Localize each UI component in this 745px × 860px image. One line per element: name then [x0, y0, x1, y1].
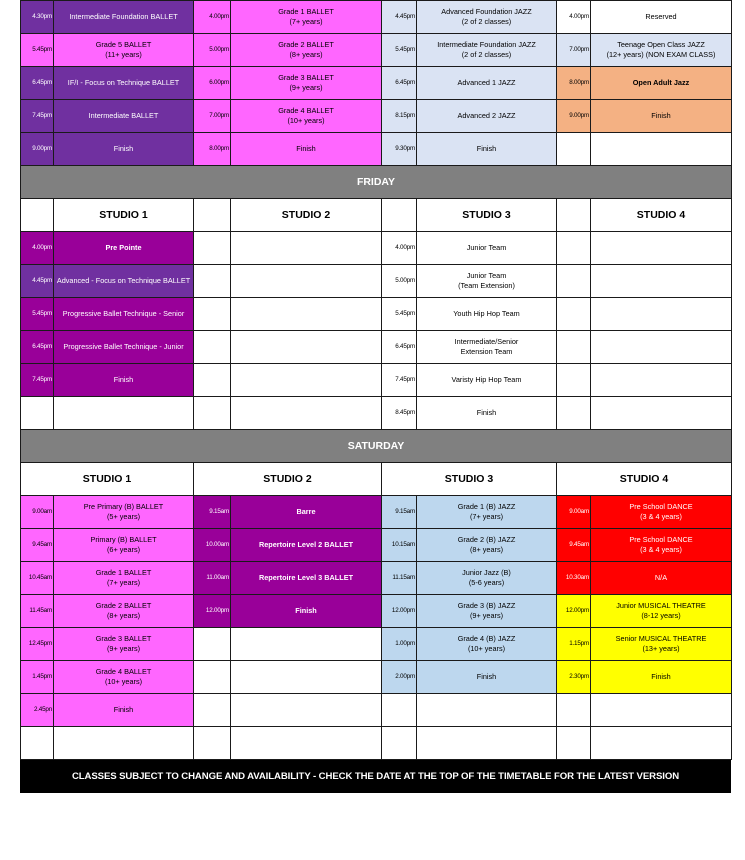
class-cell — [231, 133, 382, 166]
class-name: N/A — [654, 573, 668, 582]
time-cell: 7.00pm — [557, 34, 591, 67]
class-cell — [591, 34, 732, 67]
time-cell — [194, 397, 231, 430]
timetable-sheet — [20, 0, 731, 793]
class-cell — [417, 331, 557, 364]
class-name: Barre — [296, 507, 316, 516]
class-cell — [54, 661, 194, 694]
class-name: Grade 3 (B) JAZZ — [457, 601, 516, 610]
class-name: Progressive Ballet Technique - Junior — [63, 342, 184, 351]
class-name: Finish — [476, 672, 497, 681]
time-cell: 7.45pm — [382, 364, 417, 397]
time-cell: 5.45pm — [382, 34, 417, 67]
studio-header-row — [21, 199, 732, 232]
time-cell: 2.45pn — [21, 694, 54, 727]
time-cell: 9.15am — [382, 496, 417, 529]
class-name: Advanced 2 JAZZ — [457, 111, 516, 120]
studio-3-header: STUDIO 3 — [382, 463, 557, 496]
studio-4-header: STUDIO 4 — [591, 199, 732, 232]
timetable-row — [21, 727, 732, 760]
class-cell — [417, 397, 557, 430]
class-name: Open Adult Jazz — [632, 78, 690, 87]
time-cell: 8.00pm — [557, 67, 591, 100]
class-detail: (10+ years) — [104, 677, 143, 686]
class-name: Grade 3 BALLET — [278, 73, 334, 82]
timetable-row — [21, 628, 732, 661]
class-name: Pre School DANCE — [629, 502, 693, 511]
class-name: Finish — [651, 672, 671, 681]
friday-rows — [21, 232, 732, 430]
class-cell — [54, 529, 194, 562]
class-cell — [417, 133, 557, 166]
time-cell: 1.15pm — [557, 628, 591, 661]
class-name: Intermediate BALLET — [88, 111, 159, 120]
class-cell — [231, 694, 382, 727]
class-cell — [417, 694, 557, 727]
class-name: Repertoire Level 3 BALLET — [258, 573, 354, 582]
time-cell — [194, 232, 231, 265]
timetable-row — [21, 232, 732, 265]
studio-4-header: STUDIO 4 — [557, 463, 732, 496]
timetable-row — [21, 562, 732, 595]
time-cell: 12.45pm — [21, 628, 54, 661]
class-name: Intermediate Foundation JAZZ — [437, 40, 536, 49]
class-detail: (8+ years) — [469, 545, 504, 554]
time-cell: 12.00pm — [194, 595, 231, 628]
timetable-row — [21, 694, 732, 727]
class-name: Senior MUSICAL THEATRE — [615, 634, 707, 643]
class-cell — [54, 298, 194, 331]
class-detail: (9+ years) — [289, 83, 323, 92]
class-name: Grade 2 (B) JAZZ — [457, 535, 516, 544]
class-detail: (9+ years) — [469, 611, 504, 620]
class-detail: (Team Extension) — [458, 281, 515, 290]
time-cell: 4.00pm — [557, 1, 591, 34]
timetable-row — [21, 67, 732, 100]
class-cell — [231, 628, 382, 661]
blank-cell — [382, 199, 417, 232]
time-cell — [557, 694, 591, 727]
class-detail: Extension Team — [460, 347, 513, 356]
class-name: Youth Hip Hop Team — [453, 309, 520, 318]
class-cell — [591, 265, 732, 298]
class-name: Grade 1 BALLET — [278, 7, 334, 16]
time-cell: 9.00am — [557, 496, 591, 529]
day-title: FRIDAY — [21, 166, 732, 199]
saturday-rows — [21, 496, 732, 760]
class-name: Teenage Open Class JAZZ — [617, 40, 705, 49]
class-name: Intermediate/Senior — [454, 337, 519, 346]
class-cell — [591, 331, 732, 364]
class-cell — [231, 67, 382, 100]
class-name: Repertoire Level 2 BALLET — [258, 540, 354, 549]
class-detail: (6+ years) — [106, 545, 141, 554]
time-cell — [557, 232, 591, 265]
class-cell — [54, 397, 194, 430]
time-cell: 10.15am — [382, 529, 417, 562]
timetable-row — [21, 529, 732, 562]
class-cell — [54, 364, 194, 397]
class-name: Pre School DANCE — [629, 535, 693, 544]
class-name: Grade 2 BALLET — [95, 601, 152, 610]
class-cell — [54, 67, 194, 100]
class-cell — [591, 133, 732, 166]
time-cell: 7.00pm — [194, 100, 231, 133]
class-cell — [591, 694, 732, 727]
class-cell — [54, 694, 194, 727]
timetable-row — [21, 496, 732, 529]
class-name: Grade 2 BALLET — [278, 40, 334, 49]
class-cell — [231, 298, 382, 331]
class-detail: (11+ years) — [105, 50, 142, 59]
class-name: Grade 4 BALLET — [95, 667, 152, 676]
class-name: Intermediate Foundation BALLET — [69, 12, 178, 21]
class-cell — [591, 100, 732, 133]
class-cell — [417, 595, 557, 628]
time-cell — [194, 694, 231, 727]
class-name: Grade 3 BALLET — [95, 634, 152, 643]
class-detail: (8-12 years) — [641, 611, 681, 620]
class-name: Grade 5 BALLET — [95, 40, 152, 49]
class-cell — [54, 331, 194, 364]
class-name: Advanced Foundation JAZZ — [441, 7, 532, 16]
class-name: Finish — [476, 144, 497, 153]
class-cell — [231, 265, 382, 298]
time-cell: 5.00pm — [194, 34, 231, 67]
time-cell — [21, 397, 54, 430]
class-detail: (3 & 4 years) — [640, 545, 682, 554]
class-name: Junior MUSICAL THEATRE — [616, 601, 706, 610]
time-cell: 6.00pm — [194, 67, 231, 100]
class-cell — [54, 100, 194, 133]
class-cell — [54, 34, 194, 67]
studio-2-header: STUDIO 2 — [231, 199, 382, 232]
time-cell: 12.00pm — [557, 595, 591, 628]
studio-2-header: STUDIO 2 — [194, 463, 382, 496]
class-detail: (7+ years) — [469, 512, 504, 521]
class-detail: (8+ years) — [289, 50, 323, 59]
class-cell — [231, 397, 382, 430]
timetable-row — [21, 397, 732, 430]
class-cell — [591, 1, 732, 34]
class-cell — [417, 1, 557, 34]
time-cell: 4.30pm — [21, 1, 54, 34]
class-name: Varisty Hip Hop Team — [451, 375, 522, 384]
time-cell: 11.45am — [21, 595, 54, 628]
time-cell: 10.45am — [21, 562, 54, 595]
time-cell — [194, 364, 231, 397]
studio-3-header: STUDIO 3 — [417, 199, 557, 232]
time-cell — [557, 331, 591, 364]
time-cell: 1.45pm — [21, 661, 54, 694]
class-cell — [417, 232, 557, 265]
class-detail: (2 of 2 classes) — [461, 50, 512, 59]
class-name: Advanced 1 JAZZ — [457, 78, 516, 87]
time-cell: 5.00pm — [382, 265, 417, 298]
time-cell: 9.00pm — [21, 133, 54, 166]
class-name: Grade 4 BALLET — [278, 106, 334, 115]
studio-header-row — [21, 463, 732, 496]
class-cell — [54, 232, 194, 265]
time-cell: 4.45pm — [382, 1, 417, 34]
class-cell — [591, 298, 732, 331]
time-cell: 6.45pm — [21, 67, 54, 100]
class-name: Finish — [296, 144, 316, 153]
timetable-row — [21, 133, 732, 166]
time-cell — [557, 727, 591, 760]
class-cell — [231, 661, 382, 694]
class-detail: (12+ years) (NON EXAM CLASS) — [606, 50, 716, 59]
class-name: Reserved — [645, 12, 677, 21]
time-cell — [194, 298, 231, 331]
time-cell: 4.00pm — [194, 1, 231, 34]
class-cell — [591, 727, 732, 760]
timetable-row — [21, 595, 732, 628]
class-cell — [417, 265, 557, 298]
time-cell — [194, 331, 231, 364]
class-cell — [231, 34, 382, 67]
footer-notice: CLASSES SUBJECT TO CHANGE AND AVAILABILITY - CHECK THE DATE AT THE TOP OF THE TIMETABLE FOR THE LATEST VERSION — [20, 760, 731, 793]
class-name: Pre Pointe — [105, 243, 142, 252]
time-cell: 10.00am — [194, 529, 231, 562]
timetable-row — [21, 661, 732, 694]
class-name: Junior Team — [466, 271, 507, 280]
class-detail: (7+ years) — [106, 578, 141, 587]
class-cell — [231, 595, 382, 628]
studio-1-header: STUDIO 1 — [21, 463, 194, 496]
time-cell: 6.45pm — [382, 67, 417, 100]
time-cell: 9.45am — [557, 529, 591, 562]
class-name: Grade 4 (B) JAZZ — [457, 634, 516, 643]
day-banner-friday — [21, 166, 732, 199]
class-cell — [54, 727, 194, 760]
class-cell — [231, 1, 382, 34]
time-cell: 9.45am — [21, 529, 54, 562]
class-detail: (2 of 2 classes) — [461, 17, 512, 26]
time-cell — [194, 265, 231, 298]
class-cell — [231, 364, 382, 397]
time-cell: 5.45pm — [21, 298, 54, 331]
time-cell: 9.00am — [21, 496, 54, 529]
class-cell — [231, 496, 382, 529]
class-name: Finish — [295, 606, 317, 615]
class-cell — [591, 628, 732, 661]
class-detail: (8+ years) — [106, 611, 141, 620]
time-cell: 12.00pm — [382, 595, 417, 628]
class-detail: (13+ years) — [642, 644, 680, 653]
class-cell — [417, 100, 557, 133]
class-cell — [591, 232, 732, 265]
class-cell — [591, 562, 732, 595]
timetable-row — [21, 34, 732, 67]
timetable-row — [21, 364, 732, 397]
class-name: Primary (B) BALLET — [90, 535, 157, 544]
class-name: Junior Jazz (B) — [462, 568, 511, 577]
time-cell: 7.45pm — [21, 364, 54, 397]
time-cell: 8.45pm — [382, 397, 417, 430]
class-detail: (10+ years) — [467, 644, 506, 653]
time-cell: 9.30pm — [382, 133, 417, 166]
class-cell — [417, 298, 557, 331]
time-cell — [194, 661, 231, 694]
class-cell — [231, 727, 382, 760]
class-cell — [231, 529, 382, 562]
class-detail: (7+ years) — [289, 17, 323, 26]
class-cell — [54, 562, 194, 595]
timetable — [20, 0, 732, 760]
time-cell — [557, 397, 591, 430]
blank-cell — [557, 199, 591, 232]
class-cell — [591, 529, 732, 562]
time-cell: 6.45pm — [21, 331, 54, 364]
thursday-tail-section — [21, 1, 732, 166]
class-cell — [54, 1, 194, 34]
time-cell: 1.00pm — [382, 628, 417, 661]
time-cell: 8.15pm — [382, 100, 417, 133]
timetable-row — [21, 298, 732, 331]
class-name: Finish — [113, 375, 134, 384]
timetable-row — [21, 1, 732, 34]
timetable-row — [21, 100, 732, 133]
class-cell — [54, 595, 194, 628]
day-title: SATURDAY — [21, 430, 732, 463]
class-cell — [591, 397, 732, 430]
time-cell: 2.30pm — [557, 661, 591, 694]
class-name: IF/I - Focus on Technique BALLET — [67, 78, 180, 87]
class-cell — [417, 34, 557, 67]
time-cell — [382, 727, 417, 760]
class-cell — [417, 364, 557, 397]
class-detail: (5+ years) — [106, 512, 141, 521]
class-cell — [54, 265, 194, 298]
time-cell: 11.00am — [194, 562, 231, 595]
class-cell — [417, 628, 557, 661]
time-cell: 11.15am — [382, 562, 417, 595]
time-cell — [557, 265, 591, 298]
time-cell: 6.45pm — [382, 331, 417, 364]
class-cell — [591, 496, 732, 529]
class-cell — [231, 232, 382, 265]
time-cell: 2.00pm — [382, 661, 417, 694]
time-cell: 7.45pm — [21, 100, 54, 133]
class-name: Finish — [651, 111, 671, 120]
time-cell — [194, 628, 231, 661]
time-cell — [21, 727, 54, 760]
class-detail: (9+ years) — [106, 644, 141, 653]
time-cell — [382, 694, 417, 727]
class-detail: (3 & 4 years) — [640, 512, 682, 521]
class-cell — [231, 331, 382, 364]
class-name: Finish — [476, 408, 497, 417]
class-cell — [591, 364, 732, 397]
day-banner-saturday — [21, 430, 732, 463]
class-name: Finish — [113, 144, 134, 153]
blank-cell — [21, 199, 54, 232]
class-cell — [591, 661, 732, 694]
class-cell — [54, 133, 194, 166]
class-cell — [591, 67, 732, 100]
time-cell — [557, 298, 591, 331]
class-cell — [417, 562, 557, 595]
class-name: Finish — [113, 705, 134, 714]
studio-1-header: STUDIO 1 — [54, 199, 194, 232]
class-name: Progressive Ballet Technique - Senior — [62, 309, 185, 318]
friday-section — [21, 166, 732, 232]
class-name: Advanced - Focus on Technique BALLET — [56, 276, 191, 285]
class-detail: (10+ years) — [287, 116, 325, 125]
class-cell — [54, 496, 194, 529]
class-cell — [591, 595, 732, 628]
time-cell: 5.45pm — [21, 34, 54, 67]
class-name: Pre Primary (B) BALLET — [83, 502, 164, 511]
class-cell — [231, 562, 382, 595]
time-cell: 5.45pm — [382, 298, 417, 331]
time-cell: 10.30am — [557, 562, 591, 595]
time-cell: 4.45pm — [21, 265, 54, 298]
time-cell: 9.15am — [194, 496, 231, 529]
class-cell — [231, 100, 382, 133]
time-cell: 4.00pm — [21, 232, 54, 265]
class-cell — [54, 628, 194, 661]
time-cell: 9.00pm — [557, 100, 591, 133]
timetable-row — [21, 265, 732, 298]
blank-cell — [194, 199, 231, 232]
time-cell — [557, 364, 591, 397]
class-cell — [417, 496, 557, 529]
class-name: Grade 1 (B) JAZZ — [457, 502, 516, 511]
time-cell — [194, 727, 231, 760]
time-cell — [557, 133, 591, 166]
timetable-row — [21, 331, 732, 364]
class-name: Grade 1 BALLET — [95, 568, 152, 577]
class-cell — [417, 529, 557, 562]
class-cell — [417, 67, 557, 100]
saturday-section — [21, 430, 732, 496]
class-name: Junior Team — [466, 243, 507, 252]
time-cell: 8.00pm — [194, 133, 231, 166]
class-detail: (5-6 years) — [468, 578, 505, 587]
class-cell — [417, 727, 557, 760]
time-cell: 4.00pm — [382, 232, 417, 265]
class-cell — [417, 661, 557, 694]
